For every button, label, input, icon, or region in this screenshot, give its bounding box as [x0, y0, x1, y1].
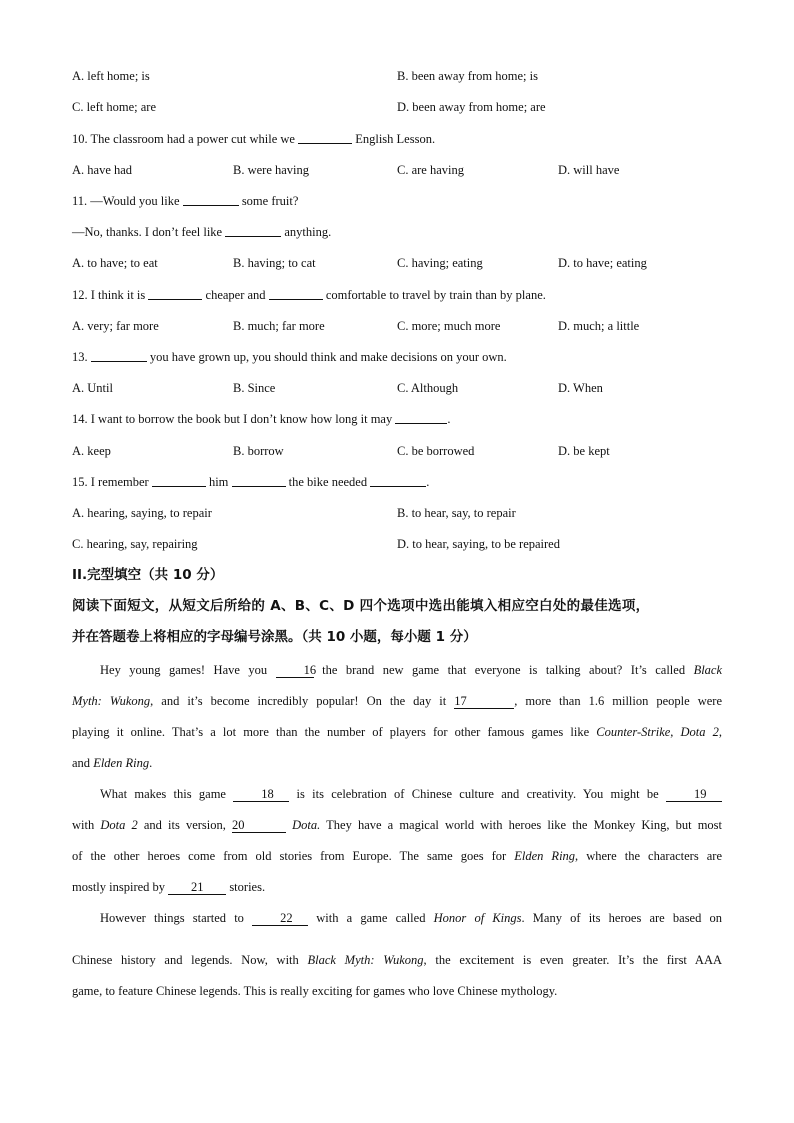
p2-text: is its celebration of Chinese culture and creativity. You might be — [296, 787, 659, 801]
q10-stem-after: English Lesson. — [355, 132, 436, 146]
blank-17: 17 — [454, 694, 514, 709]
q13-blank — [91, 349, 147, 362]
p3-text: things started to — [154, 911, 244, 925]
p3-title: Honor of Kings — [433, 911, 522, 925]
p2-text: mostly inspired by — [72, 880, 166, 894]
p1-title: Elden Ring — [93, 756, 150, 770]
p1-text: the brand new game that everyone is talking about? It’s called — [322, 663, 686, 677]
q11-blank1 — [183, 193, 239, 206]
blank-16: 16 — [276, 663, 314, 678]
q9-option-d: D. been away from home; are — [397, 100, 546, 114]
blank-18: 18 — [233, 787, 289, 802]
q12-option-a: A. very; far more — [72, 319, 159, 333]
q12-stem — [72, 287, 546, 303]
q10-option-a: A. have had — [72, 163, 133, 177]
q15-option-a: A. hearing, saying, to repair — [72, 506, 212, 520]
q11-stem2-after: anything. — [284, 225, 332, 239]
q14-option-c: C. be borrowed — [397, 444, 475, 458]
q11-stem1-after: some fruit? — [241, 194, 299, 208]
q12-option-d: D. much; a little — [558, 319, 640, 333]
q11-stem-line1 — [72, 193, 298, 209]
p3-title: Black Myth: Wukong — [307, 953, 424, 967]
q13-stem-after: you have grown up, you should think and make decisions on your own. — [149, 350, 507, 364]
section-instruction-line2: 并在答题卷上将相应的字母编号涂黑。（共 10 小题，每小题 1 分） — [72, 629, 477, 645]
q9-option-a: A. left home; is — [72, 69, 150, 83]
q14-option-b: B. borrow — [233, 444, 284, 458]
p3-text: , the excitement is even greater. It’s the first AAA — [423, 953, 723, 967]
q10-stem-before: 10. The classroom had a power cut while we — [72, 132, 295, 146]
q14-stem-after: . — [447, 412, 451, 426]
p1-title: Counter-Strike — [596, 725, 671, 739]
blank-19: 19 — [666, 787, 722, 802]
q11-stem1-before: 11. —Would you like — [72, 194, 180, 208]
p2-title: Dota. — [292, 818, 321, 832]
p1-title: Dota 2 — [680, 725, 719, 739]
blank-20: 20 — [232, 818, 286, 833]
p1-title: Black — [693, 663, 723, 677]
p1-title: Myth: Wukong — [72, 694, 151, 708]
p2-text: What makes this game — [100, 787, 226, 801]
q15-option-d: D. to hear, saying, to be repaired — [397, 537, 560, 551]
q13-option-b: B. Since — [233, 381, 276, 395]
passage-p3-line2 — [72, 952, 722, 968]
passage-p1-line4 — [72, 755, 722, 771]
q15-stem-after: . — [426, 475, 430, 489]
q10-blank — [298, 131, 352, 144]
q15-option-b: B. to hear, say, to repair — [397, 506, 516, 520]
passage-p1-line3 — [72, 724, 722, 740]
q13-stem — [72, 349, 507, 365]
p2-text: stories. — [229, 880, 266, 894]
q12-stem-before: 12. I think it is — [72, 288, 146, 302]
q11-option-d: D. to have; eating — [558, 256, 647, 270]
p2-text: They have a magical world with heroes like the Monkey King, but most — [326, 818, 723, 832]
p2-text: and its version, — [143, 818, 226, 832]
p1-text: . — [149, 756, 153, 770]
p2-text: of the other heroes come from old stories from Europe. The same goes for — [72, 849, 507, 863]
q11-option-c: C. having; eating — [397, 256, 483, 270]
q12-option-b: B. much; far more — [233, 319, 325, 333]
p1-text: , — [718, 725, 723, 739]
p2-title: Elden Ring — [514, 849, 576, 863]
q12-blank2 — [269, 287, 323, 300]
q14-option-d: D. be kept — [558, 444, 610, 458]
q15-option-c: C. hearing, say, repairing — [72, 537, 198, 551]
q10-stem — [72, 131, 435, 147]
p1-text: , more than 1.6 million people were — [514, 694, 722, 708]
passage-p1-line1 — [72, 662, 722, 678]
passage-p2-line1 — [72, 786, 722, 802]
p3-text: Chinese history and legends. Now, with — [72, 953, 299, 967]
q11-blank2 — [225, 224, 281, 237]
q11-stem2-before: —No, thanks. I don’t feel like — [72, 225, 223, 239]
q11-option-b: B. having; to cat — [233, 256, 316, 270]
p2-text: , where the characters are — [575, 849, 722, 863]
q12-option-c: C. more; much more — [397, 319, 501, 333]
q15-blank3 — [370, 474, 426, 487]
q10-option-c: C. are having — [397, 163, 464, 177]
p1-text: , — [670, 725, 674, 739]
blank-21: 21 — [168, 880, 226, 895]
q9-option-b: B. been away from home; is — [397, 69, 538, 83]
p1-text: Hey young games! Have you — [100, 663, 268, 677]
passage-p1-line2 — [72, 693, 722, 709]
section-instruction-line1: 阅读下面短文，从短文后所给的 A、B、C、D 四个选项中选出能填入相应空白处的最佳选项， — [72, 598, 650, 614]
p2-text: with — [72, 818, 95, 832]
p1-text: , and it’s become incredibly popular! On the day it — [150, 694, 447, 708]
passage-p2-line3 — [72, 848, 722, 864]
q12-blank1 — [148, 287, 202, 300]
blank-22: 22 — [252, 911, 308, 926]
p1-text: playing it online. That’s a lot more than the number of players for other famous games like — [72, 725, 590, 739]
q12-stem-mid: cheaper and — [205, 288, 266, 302]
q14-stem-before: 14. I want to borrow the book but I don’t know how long it may — [72, 412, 393, 426]
q14-stem — [72, 411, 450, 427]
q14-option-a: A. keep — [72, 444, 111, 458]
passage-p3-line3: game, to feature Chinese legends. This is really exciting for games who love Chinese mythology. — [72, 984, 558, 998]
q11-stem-line2 — [72, 224, 331, 240]
q15-stem-before: 15. I remember — [72, 475, 149, 489]
q14-blank — [395, 411, 447, 424]
q15-stem — [72, 474, 429, 490]
q10-option-d: D. will have — [558, 163, 620, 177]
q15-blank2 — [232, 474, 286, 487]
q15-blank1 — [152, 474, 206, 487]
passage-p2-line2 — [72, 817, 722, 833]
q10-option-b: B. were having — [233, 163, 310, 177]
q15-stem-mid2: the bike needed — [288, 475, 368, 489]
p1-text: and — [72, 756, 91, 770]
q11-option-a: A. to have; to eat — [72, 256, 158, 270]
passage-p3-line1 — [72, 910, 722, 926]
q15-stem-mid1: him — [208, 475, 229, 489]
p3-text: However — [100, 911, 146, 925]
p2-title: Dota 2 — [100, 818, 138, 832]
q13-option-c: C. Although — [397, 381, 459, 395]
passage-p2-line4 — [72, 879, 722, 895]
q13-option-d: D. When — [558, 381, 603, 395]
q13-option-a: A. Until — [72, 381, 113, 395]
section-title: II.完型填空（共 10 分） — [72, 567, 224, 583]
q12-stem-after: comfortable to travel by train than by plane. — [325, 288, 546, 302]
q13-stem-before: 13. — [72, 350, 88, 364]
p3-text: with a game called — [316, 911, 426, 925]
q9-option-c: C. left home; are — [72, 100, 156, 114]
p3-text: . Many of its heroes are based on — [521, 911, 723, 925]
